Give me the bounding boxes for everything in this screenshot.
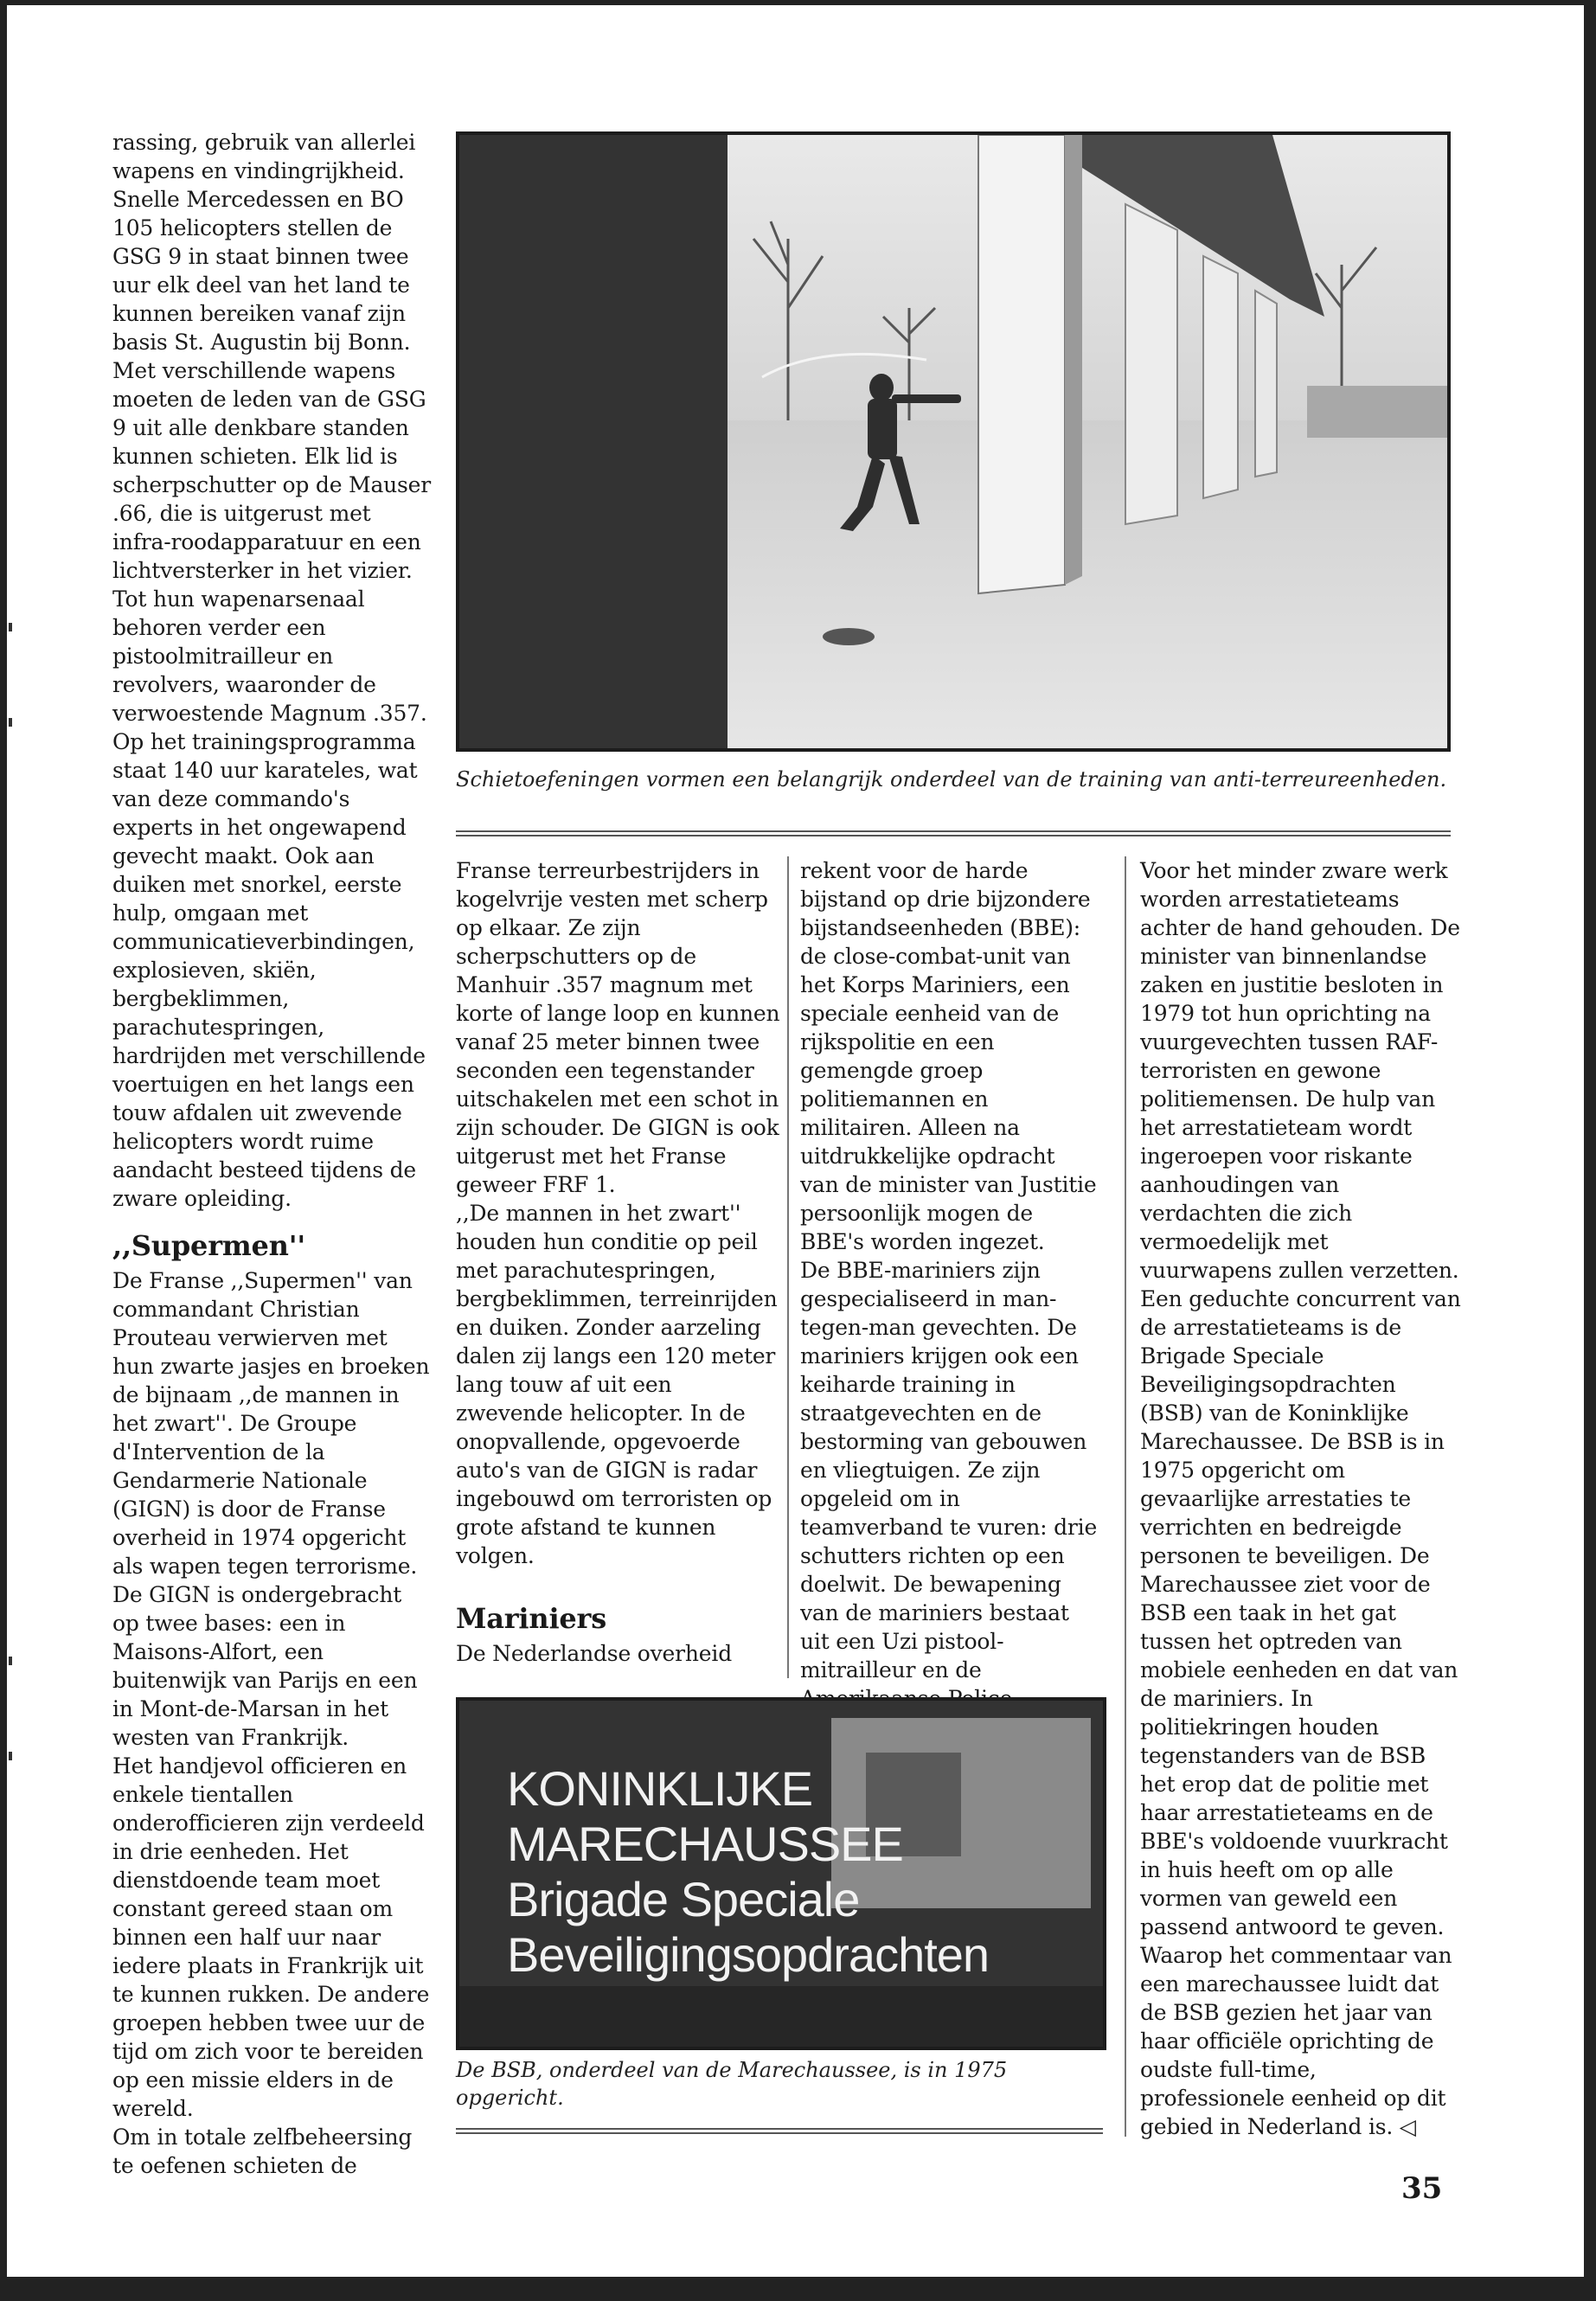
shooting-exercise-photo: [456, 131, 1451, 752]
edge-mark: [9, 1657, 12, 1665]
page-border-left: [0, 0, 7, 2301]
section-heading-supermen: ,,Supermen'': [112, 1229, 305, 1262]
sign-text: [507, 1761, 989, 1983]
paragraph: De Franse ,,Supermen'' van commandant Christian Prouteau verwierven met hun zwarte jasjes en broeken de bijnaam ,,de mannen in het zwart''. De Groupe d'Intervention de la Gendarmerie Nationale (GIGN) is door de Franse overheid in 1974 opgericht als wapen tegen terrorisme.: [112, 1268, 430, 1579]
article-column-4: [1140, 856, 1462, 2141]
paragraph: De GIGN is ondergebracht op twee bases: een in Maisons-Alfort, een buitenwijk van Parijs en een in Mont-de-Marsan in het westen van Frankrijk.: [112, 1582, 418, 1750]
edge-mark: [9, 623, 12, 631]
sign-line: Beveiligingsopdrachten: [507, 1927, 990, 1982]
photo-illustration: [459, 135, 1447, 748]
paragraph: De Nederlandse overheid: [456, 1641, 732, 1666]
photo-caption: Schietoefeningen vormen een belangrijk onderdeel van de training van anti-terreureenheden.: [456, 767, 1447, 792]
page-border-bottom: [0, 2277, 1596, 2301]
paragraph: Franse terreurbestrijders in kogelvrije vesten met scherp op elkaar. Ze zijn scherpschutters op de Manhuir .357 magnum met korte of lange loop en kunnen vanaf 25 meter binnen twee seconden een tegenstander uitschakelen met een schot in zijn schouder. De GIGN is ook uitgerust met het Franse geweer FRF 1.: [456, 858, 780, 1197]
divider-rule: [456, 830, 1451, 836]
paragraph: rassing, gebruik van allerlei wapens en vindingrijkheid. Snelle Mercedessen en BO 105 helicopters stellen de GSG 9 in staat binnen twee uur elk deel van het land te kunnen bereiken vanaf zijn basis St. Augustin bij Bonn.: [112, 130, 416, 355]
sign-line: Brigade Speciale: [507, 1872, 860, 1926]
paragraph: Het handjevol officieren en enkele tientallen onderofficieren zijn verdeeld in drie eenheden. Het dienstdoende team moet constant gereed staan om binnen een half uur naar iedere plaats in Frankrijk uit te kunnen rukken. De andere groepen hebben twee uur de tijd om zich voor te bereiden op een missie elders in de wereld.: [112, 1753, 430, 2121]
column-divider: [787, 856, 789, 1678]
page-number: 35: [1401, 2171, 1443, 2206]
paragraph: Om in totale zelfbeheersing te oefenen schieten de: [112, 2125, 413, 2178]
divider-rule: [456, 2128, 1103, 2134]
marechaussee-sign-photo: [456, 1697, 1106, 2050]
edge-mark: [9, 718, 12, 727]
section-heading-mariniers: Mariniers: [456, 1602, 607, 1635]
article-column-3: [800, 856, 1099, 1770]
paragraph: ,,De mannen in het zwart'' houden hun conditie op peil met parachutespringen, bergbeklimmen, terreinrijden en duiken. Zonder aarzeling dalen zij langs een 120 meter lang touw af uit een zwevende helicopter. In de onopvallende, opgevoerde auto's van de GIGN is radar ingebouwd om terroristen op grote afstand te kunnen volgen.: [456, 1201, 778, 1568]
sign-line: MARECHAUSSEE: [507, 1817, 903, 1871]
paragraph: rekent voor de harde bijstand op drie bijzondere bijstandseenheden (BBE): de close-combat-unit van het Korps Mariniers, een speciale eenheid van de rijkspolitie en een gemengde groep politiemannen en militairen. Alleen na uitdrukkelijke opdracht van de minister van Justitie persoonlijk mogen de BBE's worden ingezet.: [800, 858, 1097, 1254]
column-divider: [1125, 856, 1126, 2137]
paragraph: Met verschillende wapens moeten de leden van de GSG 9 uit alle denkbare standen kunnen schieten. Elk lid is scherpschutter op de Mauser .66, die is uitgerust met infra-roodapparatuur en een lichtversterker in het vizier. Tot hun wapenarsenaal behoren verder een pistoolmitrailleur en revolvers, waaronder de verwoestende Magnum .357.: [112, 358, 432, 726]
page-border-top: [0, 0, 1596, 5]
article-column-2: [456, 856, 780, 1668]
sign-line: KONINKLIJKE: [507, 1761, 813, 1816]
page-border-right: [1584, 0, 1596, 2301]
paragraph: Op het trainingsprogramma staat 140 uur karateles, wat van deze commando's experts in het ongewapend gevecht maakt. Ook aan duiken met snorkel, eerste hulp, omgaan met communicatieverbindingen, explosieven, skiën, bergbeklimmen, parachutespringen, hardrijden met verschillende voertuigen en het langs een touw afdalen uit zwevende helicopters wordt ruime aandacht besteed tijdens de zware opleiding.: [112, 729, 426, 1211]
paragraph: Een geduchte concurrent van de arrestatieteams is de Brigade Speciale Beveiligingsopdrachten (BSB) van de Koninklijke Marechaussee. De BSB is in 1975 opgericht om gevaarlijke arrestaties te verrichten en bedreigde personen te beveiligen. De Marechaussee ziet voor de BSB een taak in het gat tussen het optreden van mobiele eenheden en dat van de mariniers. In politiekringen houden tegenstanders van de BSB het erop dat de politie met haar arrestatieteams en de BBE's voldoende vuurkracht in huis heeft om op alle vormen van geweld een passend antwoord te geven. Waarop het commentaar van een marechaussee luidt dat de BSB gezien het jaar van haar officiële oprichting de oudste full-time, professionele eenheid op dit gebied in Nederland is. ◁: [1140, 1286, 1461, 2139]
paragraph: De BBE-mariniers zijn gespecialiseerd in man-tegen-man gevechten. De mariniers krijgen ook een keiharde training in straatgevechten en de bestorming van gebouwen en vliegtuigen. Ze zijn opgeleid om in teamverband te vuren: drie schutters richten op een doelwit. De bewapening van de mariniers bestaat uit een Uzi pistool-mitrailleur en de: [800, 1258, 1098, 1682]
article-column-1: [112, 128, 434, 2180]
photo-caption: De BSB, onderdeel van de Marechaussee, is in 1975 opgericht.: [456, 2058, 1008, 2110]
paragraph: Voor het minder zware werk worden arrestatieteams achter de hand gehouden. De minister van binnenlandse zaken en justitie besloten in 1979 tot hun oprichting na vuurgevechten tussen RAF-terroristen en gewone politiemensen. De hulp van het arrestatieteam wordt ingeroepen voor riskante aanhoudingen van verdachten die zich vermoedelijk met vuurwapens zullen verzetten.: [1140, 858, 1460, 1283]
edge-mark: [9, 1752, 12, 1760]
